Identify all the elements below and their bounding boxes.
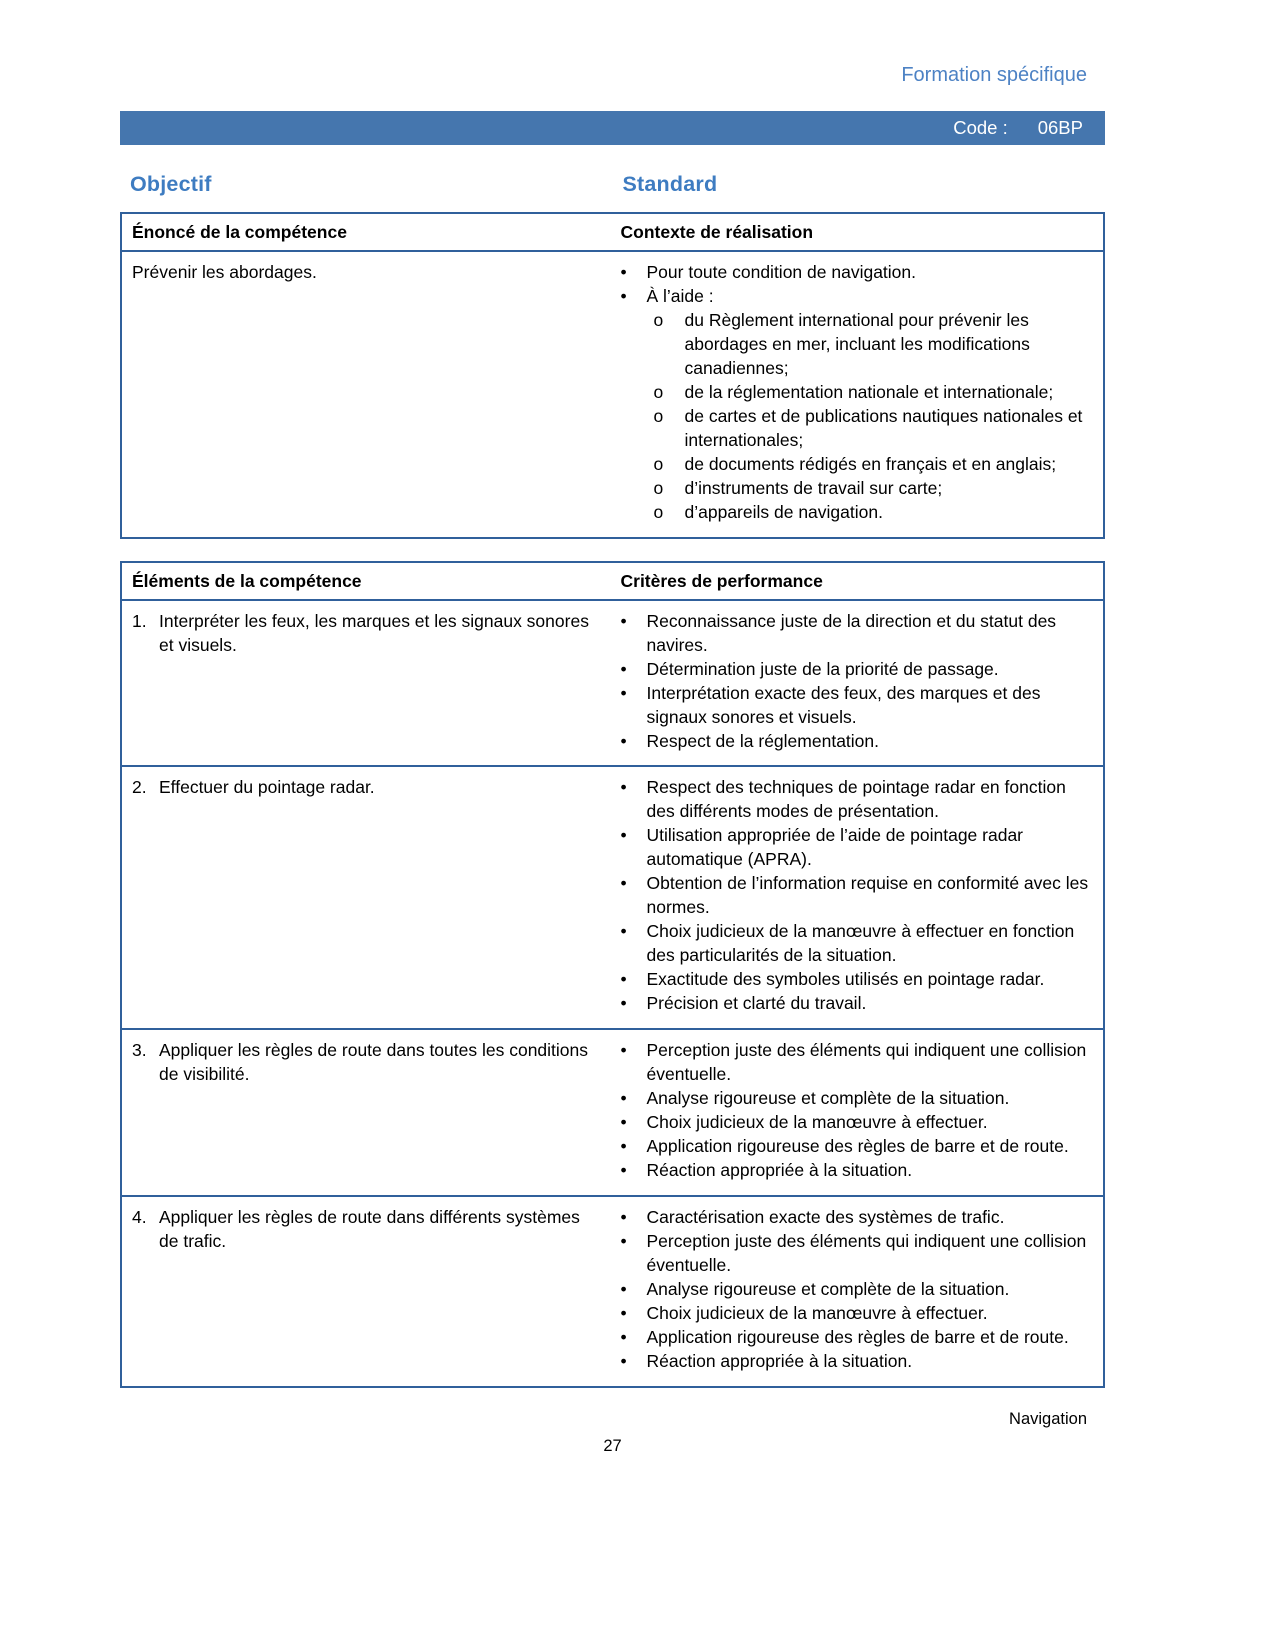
circle-bullet-icon: o <box>653 453 664 474</box>
criteria-list <box>621 776 1090 1016</box>
criteria-text: Respect de la réglementation. <box>646 730 879 751</box>
bullet-icon: • <box>620 1160 627 1180</box>
criteria-item <box>621 730 1090 754</box>
standard-heading: Standard <box>622 172 718 196</box>
element-row <box>121 600 1104 767</box>
bullet-icon: • <box>620 1136 627 1157</box>
element-cell <box>121 1029 613 1196</box>
bullet-icon: • <box>620 777 627 798</box>
code-bar <box>120 111 1105 145</box>
bullet-icon: • <box>620 993 627 1014</box>
criteria-text: Utilisation appropriée de l’aide de pointage radar automatique (APRA). <box>646 825 1023 870</box>
criteria-item <box>621 682 1090 730</box>
criteria-cell <box>613 766 1105 1029</box>
element-text: Appliquer les règles de route dans différents systèmes de trafic. <box>159 1206 580 1251</box>
criteria-text: Caractérisation exacte des systèmes de trafic. <box>646 1206 1005 1227</box>
bullet-icon: • <box>620 262 627 282</box>
criteres-header: Critères de performance <box>613 562 1105 600</box>
criteria-text: Perception juste des éléments qui indiquent une collision éventuelle. <box>646 1040 1087 1085</box>
criteria-text: Exactitude des symboles utilisés en pointage radar. <box>646 969 1045 990</box>
context-item <box>621 261 1090 285</box>
element-number: 2. <box>132 777 147 798</box>
criteria-item <box>621 1206 1090 1230</box>
element-number: 4. <box>132 1206 147 1227</box>
criteria-list <box>621 1039 1090 1183</box>
criteria-item <box>621 1230 1090 1278</box>
circle-bullet-icon: o <box>653 405 664 426</box>
criteria-text: Reconnaissance juste de la direction et du statut des navires. <box>646 610 1057 655</box>
page-number: 27 <box>603 1436 622 1455</box>
context-item <box>621 309 1090 381</box>
element-row <box>121 1196 1104 1387</box>
context-text: À l’aide : <box>646 285 714 306</box>
criteria-text: Choix judicieux de la manœuvre à effectuer. <box>646 1112 988 1133</box>
element-row <box>121 766 1104 1029</box>
criteria-text: Analyse rigoureuse et complète de la situation. <box>646 1088 1010 1109</box>
criteria-item <box>621 1350 1090 1374</box>
element-text: Interpréter les feux, les marques et les signaux sonores et visuels. <box>159 610 589 655</box>
criteria-item <box>621 824 1090 872</box>
context-text: de la réglementation nationale et internationale; <box>684 381 1054 402</box>
context-text: d’instruments de travail sur carte; <box>684 477 943 498</box>
context-list <box>621 261 1090 525</box>
criteria-text: Perception juste des éléments qui indiquent une collision éventuelle. <box>646 1230 1087 1275</box>
criteria-item <box>621 872 1090 920</box>
criteria-text: Application rigoureuse des règles de barre et de route. <box>646 1136 1069 1157</box>
criteria-text: Détermination juste de la priorité de passage. <box>646 658 999 679</box>
elements-table-header-row <box>121 562 1104 600</box>
criteria-item <box>621 968 1090 992</box>
context-text: du Règlement international pour prévenir les abordages en mer, incluant les modifications canadiennes; <box>684 309 1030 378</box>
competence-statement: Prévenir les abordages. <box>132 262 317 282</box>
criteria-item <box>621 1039 1090 1087</box>
bullet-icon: • <box>620 921 627 942</box>
criteria-item <box>621 658 1090 682</box>
context-cell <box>613 251 1105 538</box>
code-label: Code : <box>953 117 1008 138</box>
criteria-text: Choix judicieux de la manœuvre à effectuer en fonction des particularités de la situation. <box>646 921 1075 966</box>
bullet-icon: • <box>620 285 627 306</box>
footer-section-label: Navigation <box>1009 1409 1087 1428</box>
elements-header: Éléments de la compétence <box>121 562 613 600</box>
criteria-item <box>621 1159 1090 1183</box>
criteria-text: Respect des techniques de pointage radar en fonction des différents modes de présentation. <box>646 777 1066 822</box>
bullet-icon: • <box>620 658 627 679</box>
criteria-item <box>621 920 1090 968</box>
criteria-item <box>621 1111 1090 1135</box>
bullet-icon: • <box>620 969 627 990</box>
criteria-cell <box>613 1196 1105 1387</box>
circle-bullet-icon: o <box>653 381 664 402</box>
criteria-list <box>621 610 1090 754</box>
context-item <box>621 381 1090 405</box>
criteria-list <box>621 1206 1090 1374</box>
element-text: Effectuer du pointage radar. <box>159 777 375 798</box>
circle-bullet-icon: o <box>653 309 664 330</box>
bullet-icon: • <box>620 1112 627 1133</box>
criteria-text: Précision et clarté du travail. <box>646 993 867 1014</box>
context-text: de cartes et de publications nautiques nationales et internationales; <box>684 405 1083 450</box>
element-number: 1. <box>132 610 147 631</box>
enonce-header: Énoncé de la compétence <box>121 213 613 251</box>
criteria-text: Interprétation exacte des feux, des marques et des signaux sonores et visuels. <box>646 682 1041 727</box>
criteria-cell <box>613 600 1105 767</box>
bullet-icon: • <box>620 610 627 631</box>
column-headings <box>120 172 1105 197</box>
bullet-icon: • <box>620 1040 627 1061</box>
contexte-header: Contexte de réalisation <box>613 213 1105 251</box>
criteria-cell <box>613 1029 1105 1196</box>
element-cell <box>121 600 613 767</box>
competence-table-header-row <box>121 213 1104 251</box>
competence-table-body-row <box>121 251 1104 538</box>
criteria-item <box>621 1302 1090 1326</box>
criteria-item <box>621 1326 1090 1350</box>
section-label: Formation spécifique <box>901 64 1087 86</box>
criteria-text: Analyse rigoureuse et complète de la situation. <box>646 1278 1010 1299</box>
context-text: Pour toute condition de navigation. <box>646 262 916 282</box>
criteria-item <box>621 1087 1090 1111</box>
bullet-icon: • <box>620 1326 627 1347</box>
context-item <box>621 477 1090 501</box>
context-text: de documents rédigés en français et en anglais; <box>684 453 1057 474</box>
element-text: Appliquer les règles de route dans toutes les conditions de visibilité. <box>159 1040 589 1085</box>
bullet-icon: • <box>620 1350 627 1371</box>
elements-table <box>120 561 1105 1388</box>
bullet-icon: • <box>620 1206 627 1227</box>
circle-bullet-icon: o <box>653 501 664 522</box>
criteria-item <box>621 1278 1090 1302</box>
bullet-icon: • <box>620 873 627 894</box>
context-item <box>621 285 1090 309</box>
context-item <box>621 405 1090 453</box>
criteria-text: Réaction appropriée à la situation. <box>646 1160 913 1180</box>
context-text: d’appareils de navigation. <box>684 501 883 522</box>
criteria-text: Obtention de l’information requise en conformité avec les normes. <box>646 873 1089 918</box>
element-cell <box>121 1196 613 1387</box>
bullet-icon: • <box>620 1302 627 1323</box>
element-row <box>121 1029 1104 1196</box>
bullet-icon: • <box>620 1230 627 1251</box>
criteria-item <box>621 1135 1090 1159</box>
criteria-text: Application rigoureuse des règles de barre et de route. <box>646 1326 1069 1347</box>
competence-table <box>120 212 1105 539</box>
bullet-icon: • <box>620 730 627 751</box>
criteria-item <box>621 776 1090 824</box>
bullet-icon: • <box>620 682 627 703</box>
criteria-item <box>621 610 1090 658</box>
bullet-icon: • <box>620 825 627 846</box>
bullet-icon: • <box>620 1088 627 1109</box>
context-item <box>621 501 1090 525</box>
context-item <box>621 453 1090 477</box>
criteria-text: Choix judicieux de la manœuvre à effectuer. <box>646 1302 988 1323</box>
bullet-icon: • <box>620 1278 627 1299</box>
circle-bullet-icon: o <box>653 477 664 498</box>
element-number: 3. <box>132 1040 147 1061</box>
objectif-heading: Objectif <box>130 172 212 196</box>
code-value: 06BP <box>1037 117 1083 138</box>
criteria-text: Réaction appropriée à la situation. <box>646 1350 913 1371</box>
criteria-item <box>621 992 1090 1016</box>
element-cell <box>121 766 613 1029</box>
